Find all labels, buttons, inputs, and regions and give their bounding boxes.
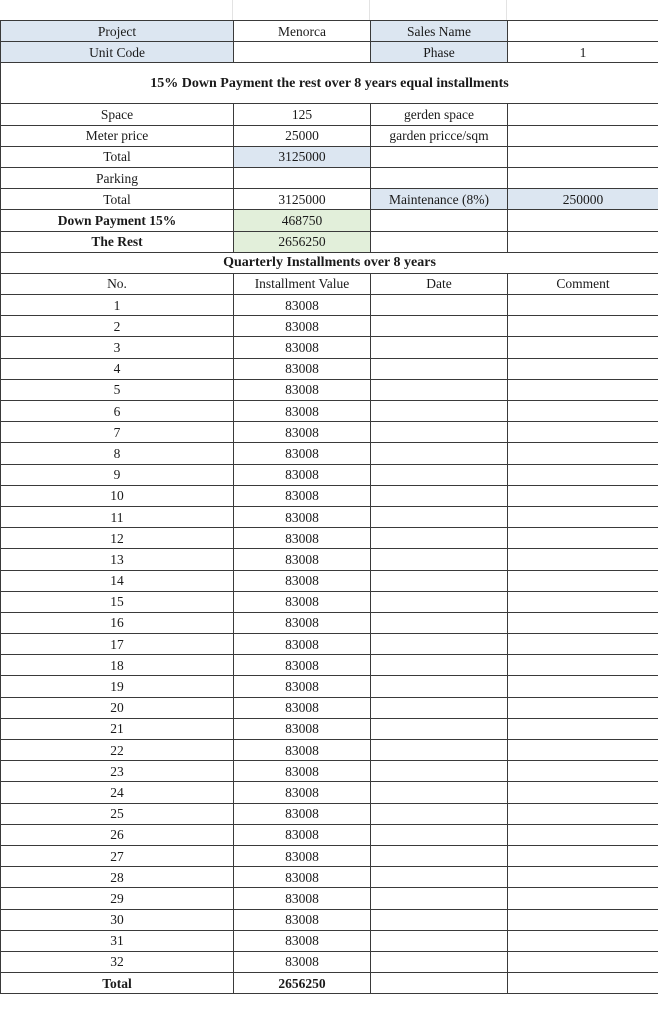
installment-number[interactable]: 18 [1,655,234,676]
total-value[interactable]: 3125000 [234,146,371,167]
table-row [1,612,658,633]
phase-value[interactable]: 1 [508,42,658,63]
installment-comment[interactable] [508,485,658,506]
installment-date[interactable] [371,951,508,972]
installment-comment[interactable] [508,655,658,676]
empty-top-row [0,0,658,20]
table-row [1,930,658,951]
project-value[interactable]: Menorca [234,21,371,42]
total-label[interactable]: Total [1,146,234,167]
space-value[interactable]: 125 [234,104,371,125]
table-row [1,358,658,379]
installment-value[interactable]: 83008 [234,655,371,676]
installment-comment[interactable] [508,676,658,697]
installment-value[interactable]: 83008 [234,740,371,761]
table-row [1,464,658,485]
installment-value[interactable]: 83008 [234,443,371,464]
installment-value[interactable]: 83008 [234,485,371,506]
down-payment-row [1,210,658,231]
table-row [1,401,658,422]
installment-number[interactable]: 7 [1,422,234,443]
installment-value[interactable]: 83008 [234,697,371,718]
installment-number[interactable]: 6 [1,401,234,422]
installment-number[interactable]: 4 [1,358,234,379]
installment-value[interactable]: 83008 [234,718,371,739]
installments-total-row [1,973,658,994]
garden-space-label[interactable]: gerden space [371,104,508,125]
garden-price-label[interactable]: garden pricce/sqm [371,125,508,146]
installment-value[interactable]: 83008 [234,951,371,972]
empty-cell[interactable] [371,210,508,231]
table-row [1,485,658,506]
installment-value[interactable]: 83008 [234,782,371,803]
installment-date[interactable] [371,506,508,527]
installment-comment[interactable] [508,506,658,527]
installment-number[interactable]: 8 [1,443,234,464]
installment-date[interactable] [371,443,508,464]
installment-comment[interactable] [508,824,658,845]
installment-comment[interactable] [508,549,658,570]
installment-number[interactable]: 1 [1,295,234,316]
table-row [1,888,658,909]
installment-date[interactable] [371,655,508,676]
installment-comment[interactable] [508,379,658,400]
table-row [1,867,658,888]
table-row [1,443,658,464]
installment-value[interactable]: 83008 [234,422,371,443]
installment-date[interactable] [371,803,508,824]
installment-value[interactable]: 83008 [234,401,371,422]
installment-number[interactable]: 28 [1,867,234,888]
space-row [1,104,658,125]
installment-number[interactable]: 16 [1,612,234,633]
meter-price-row [1,125,658,146]
sales-name-value[interactable] [508,21,658,42]
installment-comment[interactable] [508,740,658,761]
table-row [1,803,658,824]
maintenance-value[interactable]: 250000 [508,189,658,210]
installment-date[interactable] [371,845,508,866]
installment-date[interactable] [371,570,508,591]
installment-date[interactable] [371,337,508,358]
garden-price-value[interactable] [508,125,658,146]
installment-number[interactable]: 13 [1,549,234,570]
table-row [1,761,658,782]
installment-number[interactable]: 31 [1,930,234,951]
installment-date[interactable] [371,888,508,909]
installment-comment[interactable] [508,845,658,866]
table-row [1,718,658,739]
installment-date[interactable] [371,612,508,633]
installment-date[interactable] [371,930,508,951]
installment-date[interactable] [371,740,508,761]
payment-plan-sheet [0,20,658,994]
installment-value[interactable]: 83008 [234,464,371,485]
installment-date[interactable] [371,634,508,655]
installment-value[interactable]: 83008 [234,930,371,951]
installment-comment[interactable] [508,570,658,591]
empty-cell[interactable] [508,146,658,167]
installment-number[interactable]: 10 [1,485,234,506]
table-row [1,951,658,972]
table-row [1,422,658,443]
column-header-installment-value[interactable]: Installment Value [234,273,371,294]
table-row [1,782,658,803]
installment-value[interactable]: 83008 [234,761,371,782]
phase-label[interactable]: Phase [371,42,508,63]
installment-date[interactable] [371,761,508,782]
installment-date[interactable] [371,718,508,739]
installment-comment[interactable] [508,951,658,972]
unit-code-row [1,42,658,63]
installment-date[interactable] [371,909,508,930]
installment-number[interactable]: 22 [1,740,234,761]
empty-cell[interactable] [508,167,658,188]
empty-cell[interactable] [371,146,508,167]
installment-comment[interactable] [508,591,658,612]
grand-total-value[interactable]: 3125000 [234,189,371,210]
installment-comment[interactable] [508,930,658,951]
installment-value[interactable]: 83008 [234,845,371,866]
installment-comment[interactable] [508,401,658,422]
installments-title[interactable]: Quarterly Installments over 8 years [1,252,658,273]
installment-value[interactable]: 83008 [234,803,371,824]
installment-date[interactable] [371,358,508,379]
installment-value[interactable]: 83008 [234,316,371,337]
installment-date[interactable] [371,824,508,845]
installment-comment[interactable] [508,803,658,824]
table-row [1,295,658,316]
installment-value[interactable]: 83008 [234,909,371,930]
parking-label[interactable]: Parking [1,167,234,188]
installment-value[interactable]: 83008 [234,888,371,909]
plan-title[interactable]: 15% Down Payment the rest over 8 years equal installments [1,63,658,104]
space-label[interactable]: Space [1,104,234,125]
installment-value[interactable]: 83008 [234,570,371,591]
installment-date[interactable] [371,485,508,506]
installment-number[interactable]: 20 [1,697,234,718]
installment-rows [1,295,658,973]
column-header-comment[interactable]: Comment [508,273,658,294]
table-row [1,909,658,930]
table-row [1,506,658,527]
installment-value[interactable]: 83008 [234,295,371,316]
installment-comment[interactable] [508,867,658,888]
installment-value[interactable]: 83008 [234,549,371,570]
project-row [1,21,658,42]
installment-number[interactable]: 3 [1,337,234,358]
table-row [1,634,658,655]
table-row [1,824,658,845]
installment-number[interactable]: 5 [1,379,234,400]
installment-comment[interactable] [508,718,658,739]
installment-date[interactable] [371,867,508,888]
table-row [1,845,658,866]
table-row [1,528,658,549]
table-row [1,337,658,358]
maintenance-label[interactable]: Maintenance (8%) [371,189,508,210]
table-row [1,676,658,697]
column-header-no[interactable]: No. [1,273,234,294]
unit-code-label[interactable]: Unit Code [1,42,234,63]
installments-total-value[interactable]: 2656250 [234,973,371,994]
installment-number[interactable]: 21 [1,718,234,739]
installment-number[interactable]: 2 [1,316,234,337]
installment-number[interactable]: 12 [1,528,234,549]
grand-total-label[interactable]: Total [1,189,234,210]
project-label[interactable]: Project [1,21,234,42]
installment-comment[interactable] [508,316,658,337]
grand-total-row [1,189,658,210]
installment-date[interactable] [371,316,508,337]
installment-comment[interactable] [508,782,658,803]
installment-date[interactable] [371,401,508,422]
installment-comment[interactable] [508,909,658,930]
table-row [1,316,658,337]
installment-value[interactable]: 83008 [234,676,371,697]
installment-value[interactable]: 83008 [234,337,371,358]
installment-value[interactable]: 83008 [234,634,371,655]
installment-date[interactable] [371,782,508,803]
installment-number[interactable]: 29 [1,888,234,909]
installment-date[interactable] [371,528,508,549]
installment-date[interactable] [371,697,508,718]
installment-number[interactable]: 17 [1,634,234,655]
installment-date[interactable] [371,422,508,443]
installment-number[interactable]: 32 [1,951,234,972]
installment-value[interactable]: 83008 [234,867,371,888]
installment-value[interactable]: 83008 [234,612,371,633]
installment-date[interactable] [371,295,508,316]
table-row [1,697,658,718]
installments-title-row [1,252,658,273]
installment-date[interactable] [371,379,508,400]
installment-date[interactable] [371,591,508,612]
installment-number[interactable]: 23 [1,761,234,782]
installment-date[interactable] [371,464,508,485]
rest-row [1,231,658,252]
installment-number[interactable]: 11 [1,506,234,527]
installment-comment[interactable] [508,697,658,718]
installments-total-label[interactable]: Total [1,973,234,994]
empty-cell[interactable] [371,973,508,994]
installment-value[interactable]: 83008 [234,506,371,527]
column-header-date[interactable]: Date [371,273,508,294]
installment-comment[interactable] [508,295,658,316]
total-row [1,146,658,167]
installment-comment[interactable] [508,464,658,485]
installment-value[interactable]: 83008 [234,358,371,379]
installment-number[interactable]: 24 [1,782,234,803]
installment-comment[interactable] [508,358,658,379]
installment-value[interactable]: 83008 [234,824,371,845]
installments-header-row [1,273,658,294]
installment-number[interactable]: 14 [1,570,234,591]
installment-comment[interactable] [508,761,658,782]
installment-value[interactable]: 83008 [234,528,371,549]
table-row [1,740,658,761]
installment-comment[interactable] [508,337,658,358]
installment-number[interactable]: 25 [1,803,234,824]
parking-row [1,167,658,188]
meter-price-label[interactable]: Meter price [1,125,234,146]
table-row [1,591,658,612]
installment-value[interactable]: 83008 [234,379,371,400]
down-payment-label[interactable]: Down Payment 15% [1,210,234,231]
installment-number[interactable]: 19 [1,676,234,697]
rest-value[interactable]: 2656250 [234,231,371,252]
table-row [1,655,658,676]
table-row [1,379,658,400]
meter-price-value[interactable]: 25000 [234,125,371,146]
table-row [1,549,658,570]
installment-date[interactable] [371,676,508,697]
table-row [1,570,658,591]
empty-cell[interactable] [508,973,658,994]
sales-name-label[interactable]: Sales Name [371,21,508,42]
rest-label[interactable]: The Rest [1,231,234,252]
empty-cell[interactable] [508,210,658,231]
installment-comment[interactable] [508,888,658,909]
installment-comment[interactable] [508,612,658,633]
installment-number[interactable]: 9 [1,464,234,485]
installment-comment[interactable] [508,634,658,655]
installment-comment[interactable] [508,528,658,549]
installment-comment[interactable] [508,422,658,443]
empty-cell[interactable] [371,231,508,252]
installment-value[interactable]: 83008 [234,591,371,612]
installment-comment[interactable] [508,443,658,464]
empty-cell[interactable] [508,231,658,252]
down-payment-value[interactable]: 468750 [234,210,371,231]
installment-number[interactable]: 15 [1,591,234,612]
plan-title-row [1,63,658,104]
empty-cell[interactable] [371,167,508,188]
installment-date[interactable] [371,549,508,570]
installment-number[interactable]: 26 [1,824,234,845]
unit-code-value[interactable] [234,42,371,63]
parking-value[interactable] [234,167,371,188]
installment-number[interactable]: 30 [1,909,234,930]
garden-space-value[interactable] [508,104,658,125]
installment-number[interactable]: 27 [1,845,234,866]
